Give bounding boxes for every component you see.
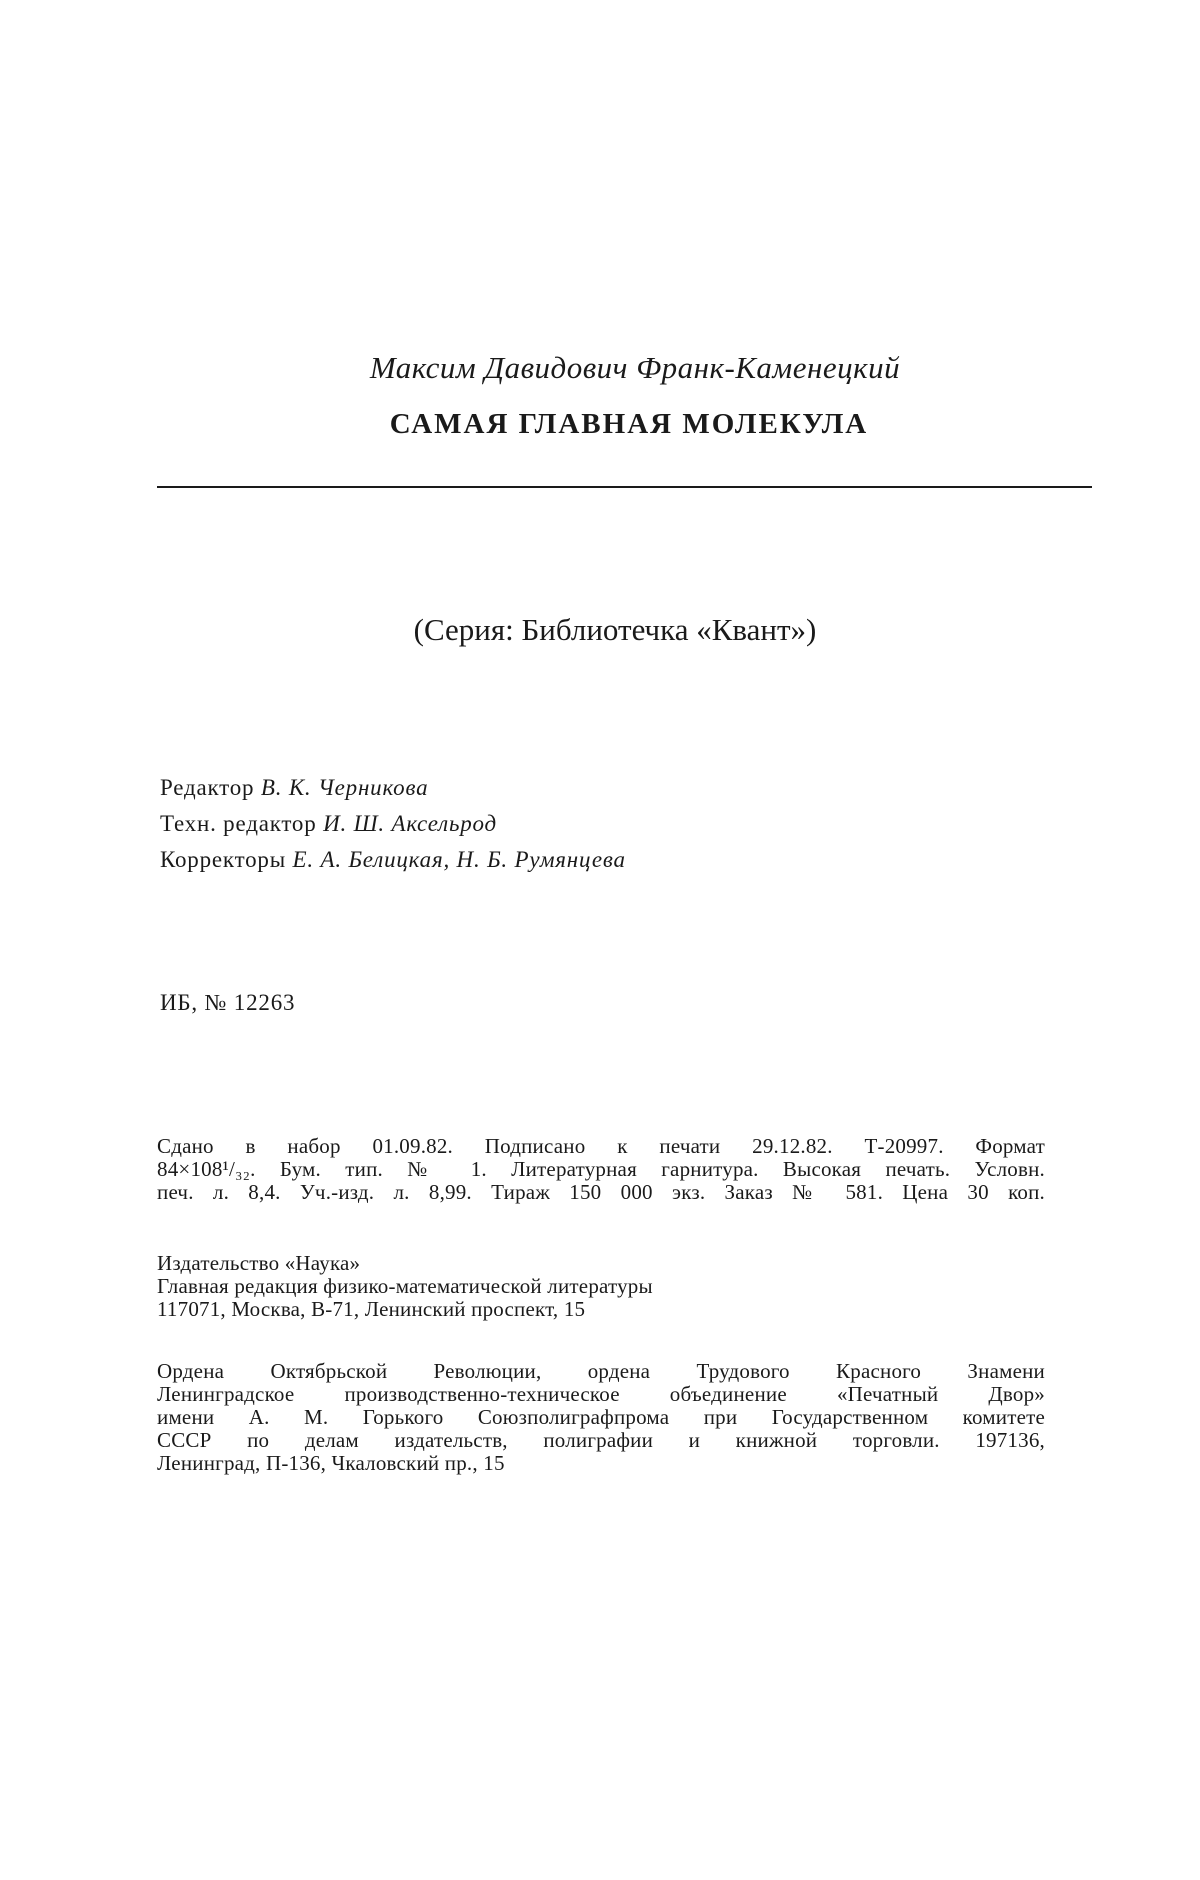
book-title: САМАЯ ГЛАВНАЯ МОЛЕКУЛА xyxy=(389,408,869,440)
publisher-line: 117071, Москва, В-71, Ленинский проспект, 15 xyxy=(157,1297,586,1321)
author-name: Максим Давидович Франк-Каменецкий xyxy=(369,350,901,385)
credit-name: Е. А. Белицкая, Н. Б. Румянцева xyxy=(292,847,626,872)
credit-editor xyxy=(160,770,626,806)
credit-role: Техн. редактор xyxy=(160,811,317,836)
publisher-line: Издательство «Наука» xyxy=(157,1251,361,1275)
imprint-block xyxy=(157,1135,1045,1204)
credits-list xyxy=(160,770,626,878)
publisher-line: Главная редакция физико-математической литературы xyxy=(157,1274,653,1298)
credit-name: В. К. Черникова xyxy=(260,775,429,800)
printer-line: Ордена Октябрьской Революции, ордена Трудового Красного Знамени xyxy=(157,1359,1045,1383)
printer-line: Ленинградское производственно-техническое объединение «Печатный Двор» xyxy=(157,1382,1045,1406)
imprint-line: 84×108¹/₃₂. Бум. тип. № 1. Литературная гарнитура. Высокая печать. Условн. xyxy=(157,1157,1045,1181)
credit-proofreaders xyxy=(160,842,626,878)
printer-line: СССР по делам издательств, полиграфии и книжной торговли. 197136, xyxy=(157,1428,1045,1452)
horizontal-rule xyxy=(157,486,1092,488)
publisher-block xyxy=(157,1252,1045,1321)
ib-number: ИБ, № 12263 xyxy=(160,990,296,1015)
imprint-line: Сдано в набор 01.09.82. Подписано к печати 29.12.82. Т-20997. Формат xyxy=(157,1134,1045,1158)
credit-tech-editor xyxy=(160,806,626,842)
printer-line: имени А. М. Горького Союзполиграфпрома при Государственном комитете xyxy=(157,1405,1045,1429)
credit-name: И. Ш. Аксельрод xyxy=(323,811,497,836)
credit-role: Корректоры xyxy=(160,847,286,872)
imprint-line: печ. л. 8,4. Уч.-изд. л. 8,99. Тираж 150 000 экз. Заказ № 581. Цена 30 коп. xyxy=(157,1180,1045,1204)
credit-role: Редактор xyxy=(160,775,255,800)
series-name: (Серия: Библиотечка «Квант») xyxy=(413,612,817,647)
printer-line: Ленинград, П-136, Чкаловский пр., 15 xyxy=(157,1451,505,1475)
printer-block xyxy=(157,1360,1045,1475)
